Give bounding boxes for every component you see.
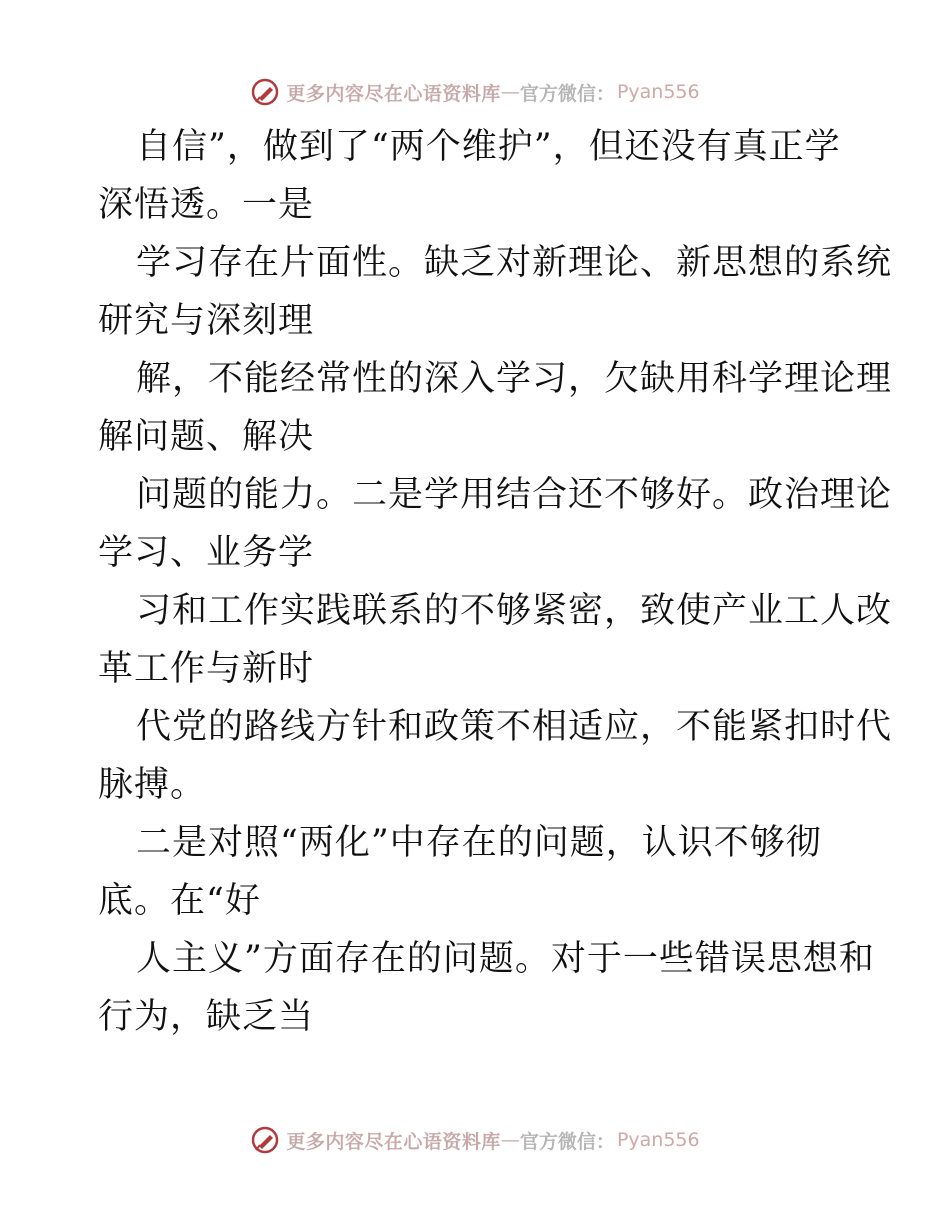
text-line: 研究与深刻理	[98, 301, 315, 341]
text-line: 代党的路线方针和政策不相适应，不能紧扣时代	[136, 707, 893, 747]
text-line: 学习、业务学	[98, 533, 315, 573]
wechat-id: Pyan556	[616, 81, 700, 103]
text-line: 二是对照“两化”中存在的问题，认识不够彻	[136, 823, 822, 863]
text-line: 解问题、解决	[98, 417, 315, 457]
text-line: 问题的能力。二是学用结合还不够好。政治理论	[136, 475, 893, 515]
header-banner	[0, 72, 950, 112]
wechat-id: Pyan556	[616, 1129, 700, 1151]
wechat-label: 官方微信：	[519, 82, 615, 105]
text-line: 解，不能经常性的深入学习，欠缺用科学理论理	[136, 359, 893, 399]
text-line: 行为，缺乏当	[98, 997, 315, 1037]
pen-nib-logo-icon	[250, 1125, 280, 1155]
text-line: 深悟透。一是	[98, 185, 315, 225]
text-line: 革工作与新时	[98, 649, 315, 689]
pen-nib-logo-icon	[250, 77, 280, 107]
text-line: 习和工作实践联系的不够紧密，致使产业工人改	[136, 591, 893, 631]
text-line: 脉搏。	[98, 765, 207, 805]
text-line: 底。在“好	[98, 881, 261, 921]
wechat-label: 官方微信：	[519, 1130, 615, 1153]
document-body	[98, 118, 893, 1046]
footer-banner	[0, 1120, 950, 1160]
text-line: 学习存在片面性。缺乏对新理论、新思想的系统	[136, 243, 893, 283]
banner-separator: —	[500, 81, 520, 103]
banner-text: 更多内容尽在心语资料库	[286, 1130, 501, 1153]
banner-separator: —	[500, 1129, 520, 1151]
text-line: 自信”，做到了“两个维护”，但还没有真正学	[136, 127, 841, 167]
banner-text: 更多内容尽在心语资料库	[286, 82, 501, 105]
text-line: 人主义”方面存在的问题。对于一些错误思想和	[136, 939, 875, 979]
